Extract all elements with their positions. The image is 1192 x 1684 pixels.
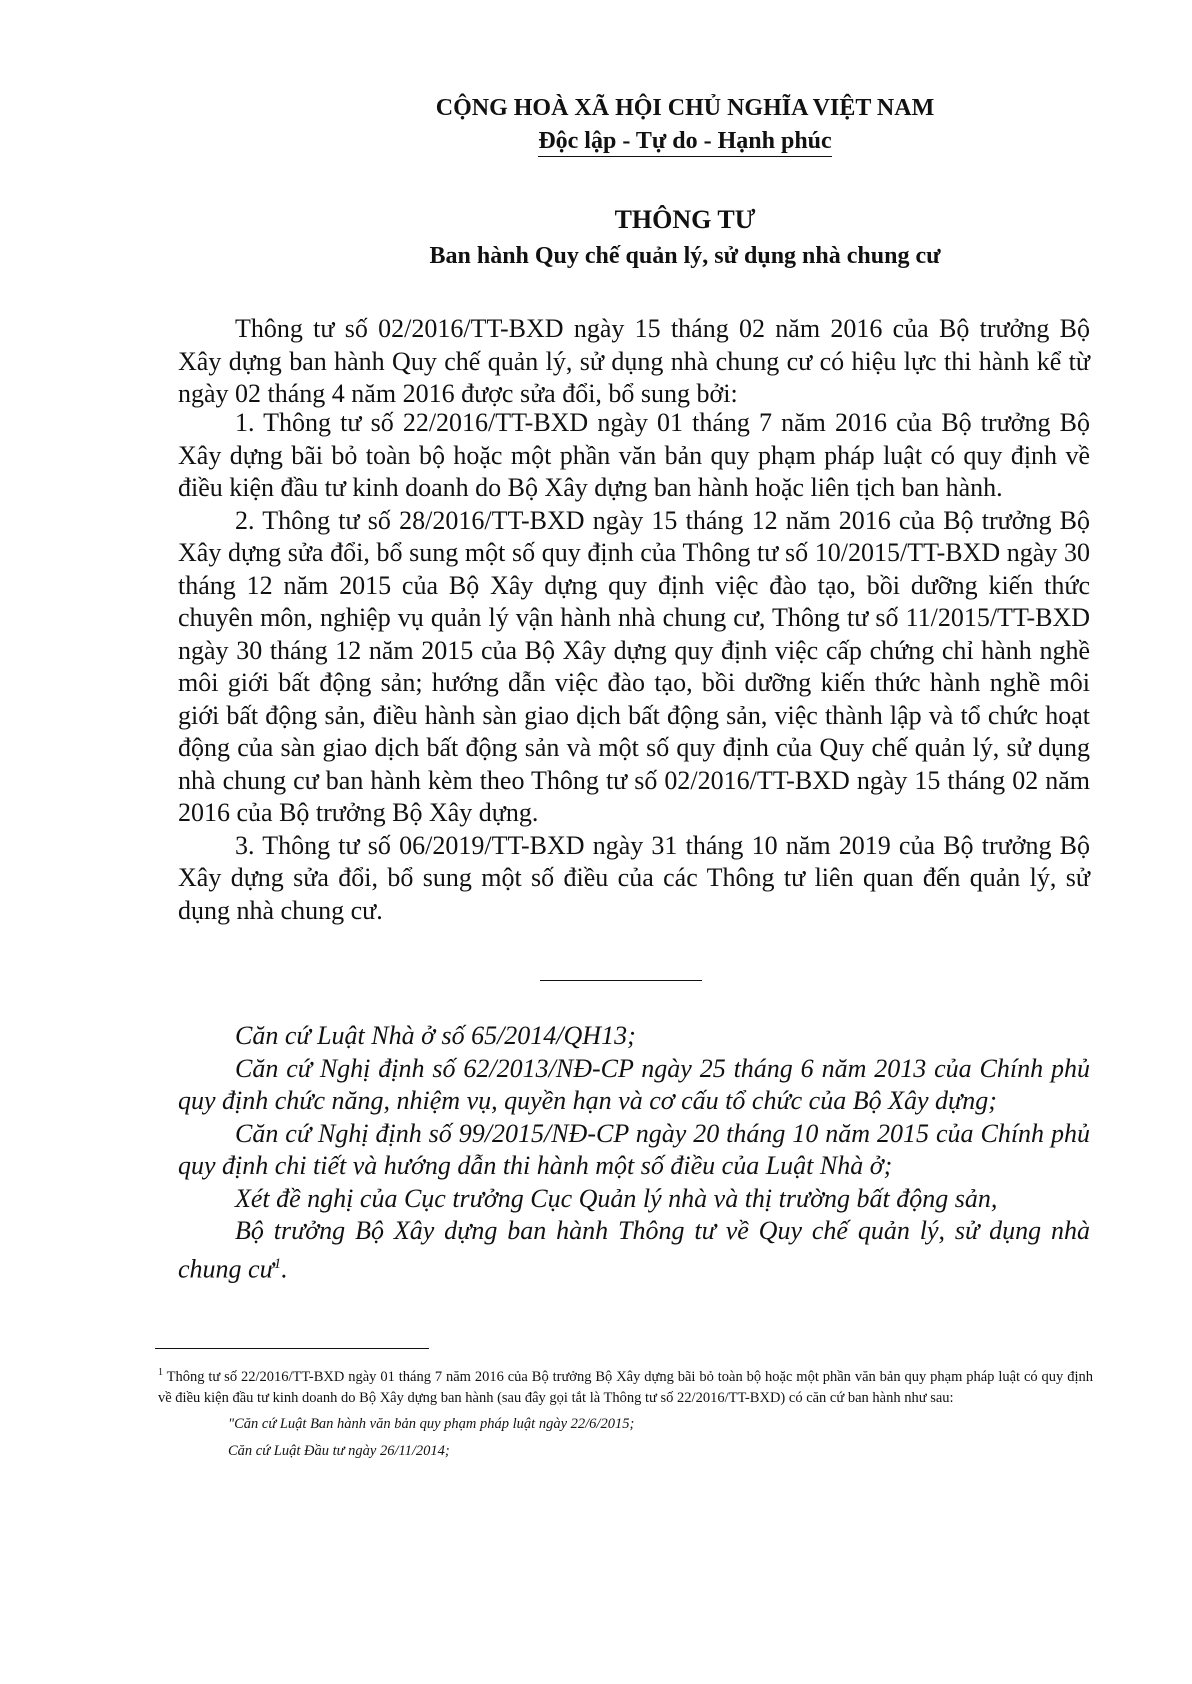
basis-line-5-end: . — [281, 1254, 288, 1284]
document-type: THÔNG TƯ — [614, 205, 756, 234]
basis-line-1: Căn cứ Luật Nhà ở số 65/2014/QH13; — [235, 1021, 636, 1050]
footnote-text — [158, 1362, 1093, 1409]
section-divider — [540, 980, 702, 981]
footnote-body: Thông tư số 22/2016/TT-BXD ngày 01 tháng 7 năm 2016 của Bộ trưởng Bộ Xây dựng bãi bỏ toàn bộ hoặc một phần văn bản quy phạm pháp luật có quy định về điều kiện đầu tư kinh doanh do Bộ Xây dựng ban hành (sau đây gọi tắt là Thông tư số 22/2016/TT-BXD) có căn cứ ban hành như sau: — [158, 1368, 1093, 1406]
basis-line-3: Căn cứ Nghị định số 99/2015/NĐ-CP ngày 20 tháng 10 năm 2015 của Chính phủ quy định chi tiết và hướng dẫn thi hành một số điều của Luật Nhà ở; — [178, 1118, 1090, 1180]
footnote — [158, 1362, 1093, 1463]
basis-line-5-text: Bộ trưởng Bộ Xây dựng ban hành Thông tư về Quy chế quản lý, sử dụng nhà chung cư — [178, 1216, 1090, 1284]
footnote-divider — [155, 1348, 429, 1349]
motto-text: Độc lập - Tự do - Hạnh phúc — [538, 128, 831, 157]
intro-text: Thông tư số 02/2016/TT-BXD ngày 15 tháng 02 năm 2016 của Bộ trưởng Bộ Xây dựng ban hành Quy chế quản lý, sử dụng nhà chung cư có hiệu lực thi hành kể từ ngày 02 tháng 4 năm 2016 được sửa đổi, bổ sung bởi: — [178, 314, 1090, 408]
footnote-reference[interactable]: 1 — [273, 1255, 282, 1272]
footnote-mark: 1 — [158, 1367, 163, 1378]
document-title: Ban hành Quy chế quản lý, sử dụng nhà chung cư — [429, 243, 941, 269]
legal-basis — [178, 1020, 1090, 1286]
footnote-quote-1: "Căn cứ Luật Ban hành văn bản quy phạm pháp luật ngày 22/6/2015; — [228, 1415, 635, 1432]
basis-line-5 — [178, 1215, 1090, 1286]
amendment-list — [178, 407, 1090, 927]
amendment-item-3: 3. Thông tư số 06/2019/TT-BXD ngày 31 tháng 10 năm 2019 của Bộ trưởng Bộ Xây dựng sửa đổi, bổ sung một số điều của các Thông tư liên quan đến quản lý, sử dụng nhà chung cư. — [178, 830, 1090, 925]
footnote-quote-2: Căn cứ Luật Đầu tư ngày 26/11/2014; — [228, 1442, 450, 1459]
country-name: CỘNG HOÀ XÃ HỘI CHỦ NGHĨA VIỆT NAM — [435, 95, 935, 121]
basis-line-4: Xét đề nghị của Cục trưởng Cục Quản lý nhà và thị trường bất động sản, — [235, 1183, 998, 1213]
intro-paragraph — [178, 313, 1090, 411]
basis-line-2: Căn cứ Nghị định số 62/2013/NĐ-CP ngày 25 tháng 6 năm 2013 của Chính phủ quy định chức năng, nhiệm vụ, quyền hạn và cơ cấu tổ chức của Bộ Xây dựng; — [178, 1053, 1090, 1115]
amendment-item-1: 1. Thông tư số 22/2016/TT-BXD ngày 01 tháng 7 năm 2016 của Bộ trưởng Bộ Xây dựng bãi bỏ toàn bộ hoặc một phần văn bản quy phạm pháp luật có quy định về điều kiện đầu tư kinh doanh do Bộ Xây dựng ban hành hoặc liên tịch ban hành. — [178, 408, 1090, 502]
national-motto — [178, 128, 1192, 155]
amendment-item-2: 2. Thông tư số 28/2016/TT-BXD ngày 15 tháng 12 năm 2016 của Bộ trưởng Bộ Xây dựng sửa đổi, bổ sung một số quy định của Thông tư số 10/2015/TT-BXD ngày 30 tháng 12 năm 2015 của Bộ Xây dựng quy định việc đào tạo, bồi dưỡng kiến thức chuyên môn, nghiệp vụ quản lý vận hành nhà chung cư, Thông tư số 11/2015/TT-BXD ngày 30 tháng 12 năm 2015 của Bộ Xây dựng quy định việc cấp chứng chỉ hành nghề môi giới bất động sản; hướng dẫn việc đào tạo, bồi dưỡng kiến thức hành nghề môi giới bất động sản, điều hành sàn giao dịch bất động sản, việc thành lập và tổ chức hoạt động của sàn giao dịch bất động sản và một số quy định của Quy chế quản lý, sử dụng nhà chung cư ban hành kèm theo Thông tư số 02/2016/TT-BXD ngày 15 tháng 02 năm 2016 của Bộ trưởng Bộ Xây dựng. — [178, 505, 1090, 827]
